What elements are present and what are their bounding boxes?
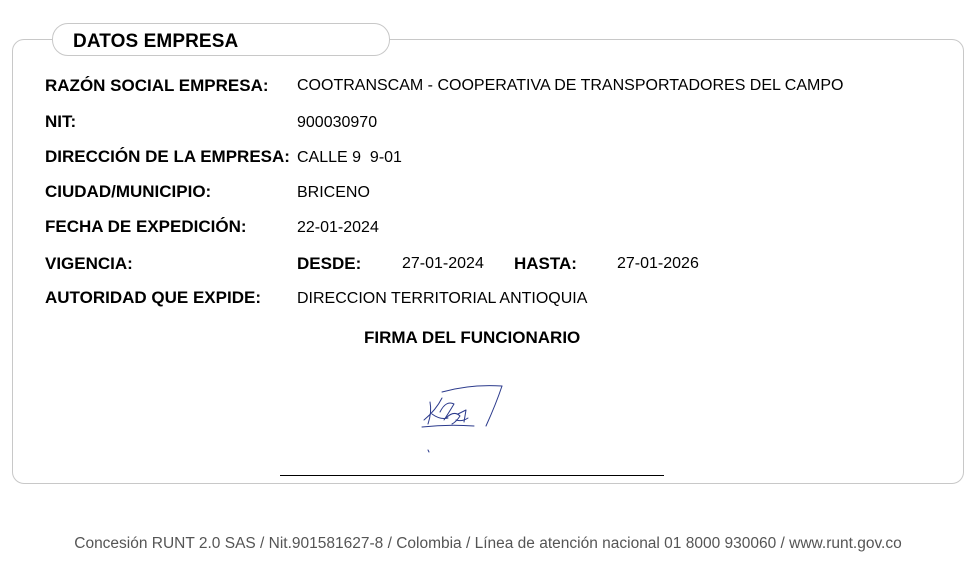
- nit-value: 900030970: [297, 114, 378, 131]
- vigencia-desde-label: DESDE:: [297, 254, 362, 273]
- signature-title: FIRMA DEL FUNCIONARIO: [364, 328, 581, 347]
- vigencia-desde-value: 27-01-2024: [402, 255, 484, 272]
- direccion-value: CALLE 9 9-01: [297, 149, 402, 166]
- autoridad-value: DIRECCION TERRITORIAL ANTIOQUIA: [297, 290, 588, 307]
- section-title-tab: [52, 23, 390, 56]
- footer-text: Concesión RUNT 2.0 SAS / Nit.901581627-8 / Colombia / Línea de atención nacional 01 8000 930060 / www.runt.gov.co: [74, 535, 902, 552]
- vigencia-hasta-label: HASTA:: [514, 254, 577, 273]
- vigencia-label: VIGENCIA:: [45, 254, 133, 273]
- vigencia-hasta-value: 27-01-2026: [617, 255, 699, 272]
- autoridad-label: AUTORIDAD QUE EXPIDE:: [45, 288, 261, 307]
- signature-line: [280, 475, 664, 476]
- fecha-expedicion-label: FECHA DE EXPEDICIÓN:: [45, 217, 247, 236]
- ciudad-value: BRICENO: [297, 184, 370, 201]
- razon-social-value: COOTRANSCAM - COOPERATIVA DE TRANSPORTADORES DEL CAMPO: [297, 77, 844, 94]
- signature-image: [418, 380, 513, 455]
- section-title: DATOS EMPRESA: [73, 31, 239, 52]
- nit-label: NIT:: [45, 112, 77, 131]
- fecha-expedicion-value: 22-01-2024: [297, 219, 379, 236]
- razon-social-label: RAZÓN SOCIAL EMPRESA:: [45, 76, 269, 95]
- direccion-label: DIRECCIÓN DE LA EMPRESA:: [45, 147, 290, 166]
- ciudad-label: CIUDAD/MUNICIPIO:: [45, 182, 212, 201]
